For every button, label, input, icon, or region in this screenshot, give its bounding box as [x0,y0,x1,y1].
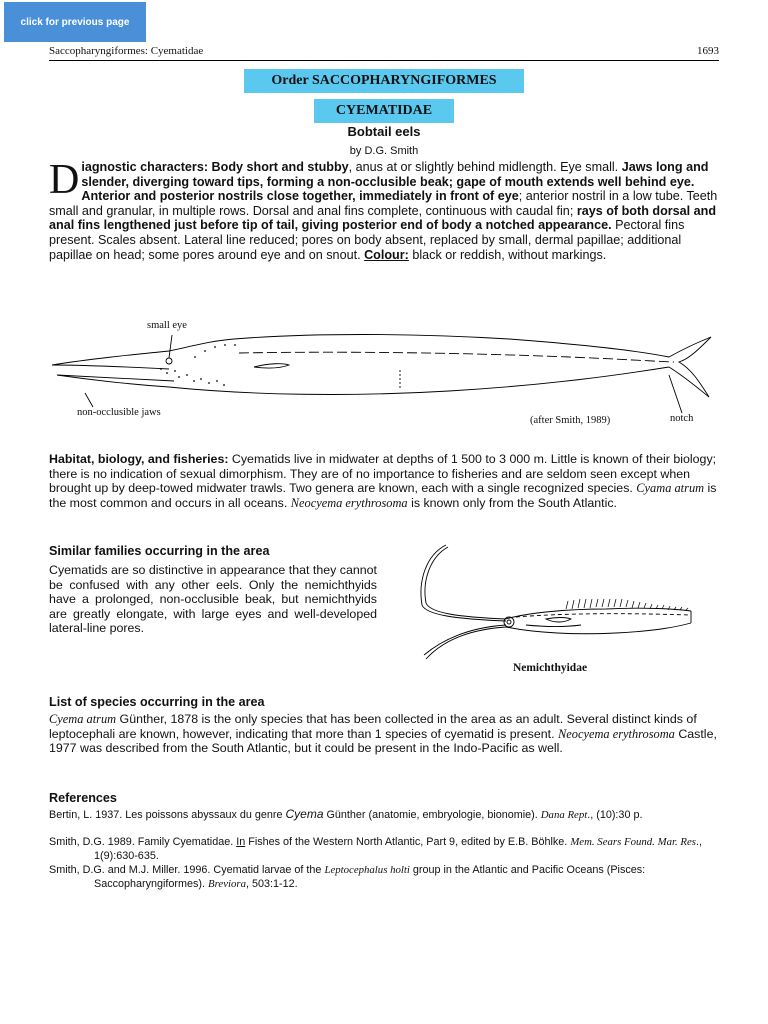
habitat-text-2: is the most common and occurs in all oceans. [49,481,717,510]
ref2-journal: Mem. Sears Found. Mar. Res [570,836,696,848]
references-heading: References [49,791,117,805]
jaws-label: non-occlusible jaws [77,407,161,418]
ref1-text-b: Günther (anatomie, embryologie, bionomie). [323,809,541,821]
running-head [49,45,719,59]
habitat-label: Habitat, biology, and fisheries: [49,452,229,466]
diag-text-1: , anus at or slightly behind midlength. Eye small. [348,160,622,174]
ref3-genus: Leptocephalus holti [324,864,410,876]
ref3-text-a: Smith, D.G. and M.J. Miller. 1996. Cyematid larvae of the [49,864,325,876]
species-name-neocyema: Neocyema erythrosoma [290,495,408,510]
order-title: Order SACCOPHARYNGIFORMES [244,69,524,93]
reference-smith-miller [49,864,719,891]
reference-smith-1989 [49,836,719,863]
nemichthyid-drawing [406,541,726,666]
species-list-text [49,712,719,756]
similar-families-text: Cyematids are so distinctive in appearance that they cannot be confused with any other eels. Only the nemichthyids have a prolonged, non-occlusible beak, but nemichthyids are greatly elongate, with large eyes and well-developed lateral-line pores. [49,563,377,636]
species-name-cyema: Cyema atrum [49,712,117,726]
colour-label: Colour: [364,247,409,262]
diag-text-4: black or reddish, without markings. [408,247,607,262]
habitat-paragraph [49,452,719,510]
ref2-text-b: Fishes of the Western North Atlantic, Part 9, edited by E.B. Böhlke. [245,836,571,848]
author-line: by D.G. Smith [349,145,419,157]
ref2-text-a: Smith, D.G. 1989. Family Cyematidae. [49,836,237,848]
similar-families-heading: Similar families occurring in the area [49,544,270,558]
diag-text-3: Pectoral fins present. Scales absent. Lateral line reduced; pores on body absent, replaced by small, dermal papillae; additional papillae on head; some pores around eye and on snout. [49,218,685,262]
species-text-1: Günther, 1878 is the only species that has been collected in the area as an adult. Several distinct kinds of leptocephali are known, however, indicating that more than 1 species of cyematid is present. [49,712,697,741]
header-rule [49,60,719,61]
family-title: CYEMATIDAE [314,99,454,123]
common-name: Bobtail eels [347,124,421,139]
diag-bold-2: Jaws long and slender, diverging toward tips, forming a non-occlusible beak; gape of mouth extends well behind eye. Anterior and posterior nostrils close together, immediately in front of eye [81,160,709,204]
ref3-journal: Breviora [208,877,247,890]
species-name-neocyema-2: Neocyema erythrosoma [558,726,675,741]
cyema-illustration [49,315,719,435]
ref1-genus: Cyema [285,807,324,821]
nemichthyidae-caption: Nemichthyidae [512,662,588,674]
ref3-text-b: group in the Atlantic and Pacific Oceans (Pisces: Saccopharyngiformes). [94,864,646,890]
diag-text-2: ; anterior nostril in a low tube. Teeth small and granular, in multiple rows. Dorsal and anal fins complete, continuous with caudal fin; [49,189,718,218]
page-number: 1693 [697,45,719,57]
running-head-title: Saccopharyngiformes: Cyematidae [49,45,204,57]
small-eye-label: small eye [147,320,187,331]
habitat-text-3: is known only from the South Atlantic. [407,495,617,510]
ref1-text-a: Bertin, L. 1937. Les poissons abyssaux du genre [49,809,286,821]
diagnostic-characters [49,157,719,262]
ref2-text-c: ., 1(9):630-635. [94,836,702,862]
ref1-journal: Dana Rept [540,809,588,821]
habitat-text-1: Cyematids live in midwater at depths of 1 500 to 3 000 m. Little is known of their biology; there is no indication of sexual dimorphism. They are of no importance to fisheries and are seldom seen except when brought up by deep-towed midwater trawls. Two genera are known, each with a single recognized species. [49,452,717,496]
species-name-cyama: Cyama atrum [636,481,705,496]
species-text-2: Castle, 1977 was described from the South Atlantic, but it could be present in the Indo-Pacific as well. [49,726,717,756]
notch-label: notch [670,413,694,424]
drop-cap: D [49,157,80,203]
reference-bertin [49,808,719,823]
species-list-heading: List of species occurring in the area [49,695,265,709]
previous-page-button[interactable]: click for previous page [4,2,146,42]
ref1-text-c: ., (10):30 p. [587,809,643,821]
ref2-in: In [236,836,246,848]
ref3-text-c: , 503:1-12. [246,877,298,890]
diag-bold-1: iagnostic characters: Body short and stubby [81,160,349,174]
figure-credit: (after Smith, 1989) [530,415,611,426]
nemichthyidae-illustration [406,541,726,666]
diag-bold-3: rays of both dorsal and anal fins lengthened just before tip of tail, giving posterior end of body a notched appearance. [49,203,717,233]
